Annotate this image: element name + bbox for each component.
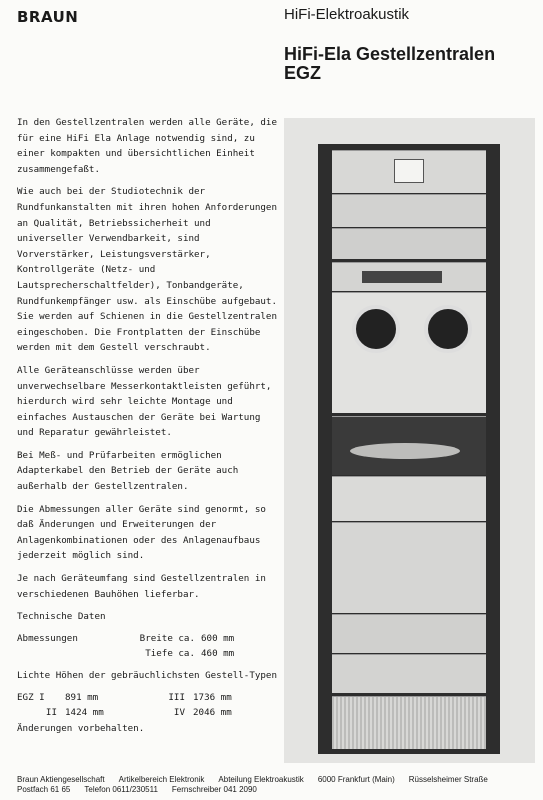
type-name: EGZ I [17, 691, 45, 703]
rack-unit-preamp [332, 194, 486, 227]
paragraph: Bei Meß- und Prüfarbeiten ermöglichen Adapterkabel den Betrieb der Geräte auch außerhalb der Gestellzentralen. [17, 449, 239, 493]
paragraph: Alle Geräteanschlüsse werden über unverwechselbare Messerkontaktleisten geführt, hierdurch wird sehr leichte Montage und einfaches Austauschen der Geräte bei Wartung und Reparatur gewährleistet. [17, 364, 272, 439]
dim-label: Abmessungen [17, 632, 78, 644]
rack-unit-blank [332, 476, 486, 521]
type-value: 1736 mm [193, 691, 232, 703]
paragraph: Je nach Geräteumfang sind Gestellzentralen in verschiedenen Bauhöhen lieferbar. [17, 573, 266, 600]
width-label: Breite ca. [139, 632, 195, 644]
type-name: II [45, 707, 57, 719]
header [284, 6, 534, 83]
rack-photo [284, 118, 535, 763]
brand-logo: BRAUN [17, 8, 79, 26]
paragraph: In den Gestellzentralen werden alle Geräte, die für eine HiFi Ela Anlage notwendig sind, zu einer kompakten und übersichtlichen Einheit zusammengefaßt. [17, 117, 277, 175]
paragraph: Wie auch bei der Studiotechnik der Rundfunkanstalten mit ihren hohen Anforderungen an Qualität, Betriebssicherheit und universeller Verwendbarkeit, sind Vorverstärker, Leistungsverstärker, Kontrollgeräte (Netz- und Lautsprecherschaltfelder), Tonbandgeräte, Rundfunkempfänger usw. als Einschübe aufgebaut. Sie werden auf Schienen in die Gestellzentralen eingeschoben. Die Frontplatten der Einschübe werden mit dem Gestell verschraubt. [17, 186, 277, 354]
note: Änderungen vorbehalten. [17, 722, 145, 734]
footer-postfach: Postfach 61 65 [17, 785, 71, 794]
type-row [17, 705, 279, 721]
rack-units [332, 150, 486, 754]
depth-label: Tiefe ca. [145, 648, 195, 660]
equipment-rack [318, 144, 500, 754]
rack-unit-meter [332, 150, 486, 193]
width-value: 600 mm [201, 632, 235, 644]
rack-unit-tape-deck [332, 292, 486, 413]
type-value: 891 mm [65, 691, 99, 703]
reel-right-icon [424, 305, 472, 353]
depth-value: 460 mm [201, 648, 235, 660]
page-title-line2: EGZ [284, 63, 322, 83]
specs-heading: Technische Daten [17, 611, 106, 623]
footer [17, 775, 488, 795]
heights-heading: Lichte Höhen der gebräuchlichsten Gestell-Typen [17, 670, 277, 681]
rack-unit-amp [332, 228, 486, 259]
rack-unit-speaker-grille [332, 696, 486, 749]
type-name: III [168, 691, 185, 703]
rack-unit-drawer [332, 654, 486, 693]
type-name: IV [173, 707, 185, 719]
body-text [17, 115, 279, 736]
footer-company: Braun Aktiengesellschaft [17, 775, 105, 784]
footer-department: Abteilung Elektroakustik [218, 775, 304, 784]
page-title-line1: HiFi-Ela Gestellzentralen [284, 44, 496, 64]
turntable-platter-icon [350, 443, 460, 459]
tuner-scale-icon [362, 271, 442, 283]
footer-telex: Fernschreiber 041 2090 [171, 785, 257, 794]
rack-unit-panel [332, 522, 486, 613]
footer-street: Rüsselsheimer Straße [408, 775, 488, 784]
page-subtitle: HiFi-Elektroakustik [284, 6, 410, 23]
type-value: 1424 mm [65, 707, 104, 719]
footer-city: 6000 Frankfurt (Main) [317, 775, 395, 784]
spec-row-width [17, 631, 279, 647]
paragraph: Die Abmessungen aller Geräte sind genormt, so daß Änderungen und Erweiterungen der Anlagenkombinationen oder des Anlagenaufbaus jederzeit möglich sind. [17, 503, 266, 562]
reel-left-icon [352, 305, 400, 353]
rack-unit-tuner [332, 262, 486, 291]
vu-meter-icon [394, 159, 424, 183]
spec-row-depth [17, 646, 279, 662]
footer-row-2 [17, 785, 488, 795]
footer-row-1 [17, 775, 488, 785]
footer-phone: Telefon 0611/230511 [84, 785, 158, 794]
type-row [17, 690, 279, 706]
rack-unit-turntable [332, 416, 486, 475]
rack-unit-drawer [332, 614, 486, 653]
footer-division: Artikelbereich Elektronik [118, 775, 205, 784]
specs-section [17, 609, 279, 736]
type-value: 2046 mm [193, 707, 232, 719]
